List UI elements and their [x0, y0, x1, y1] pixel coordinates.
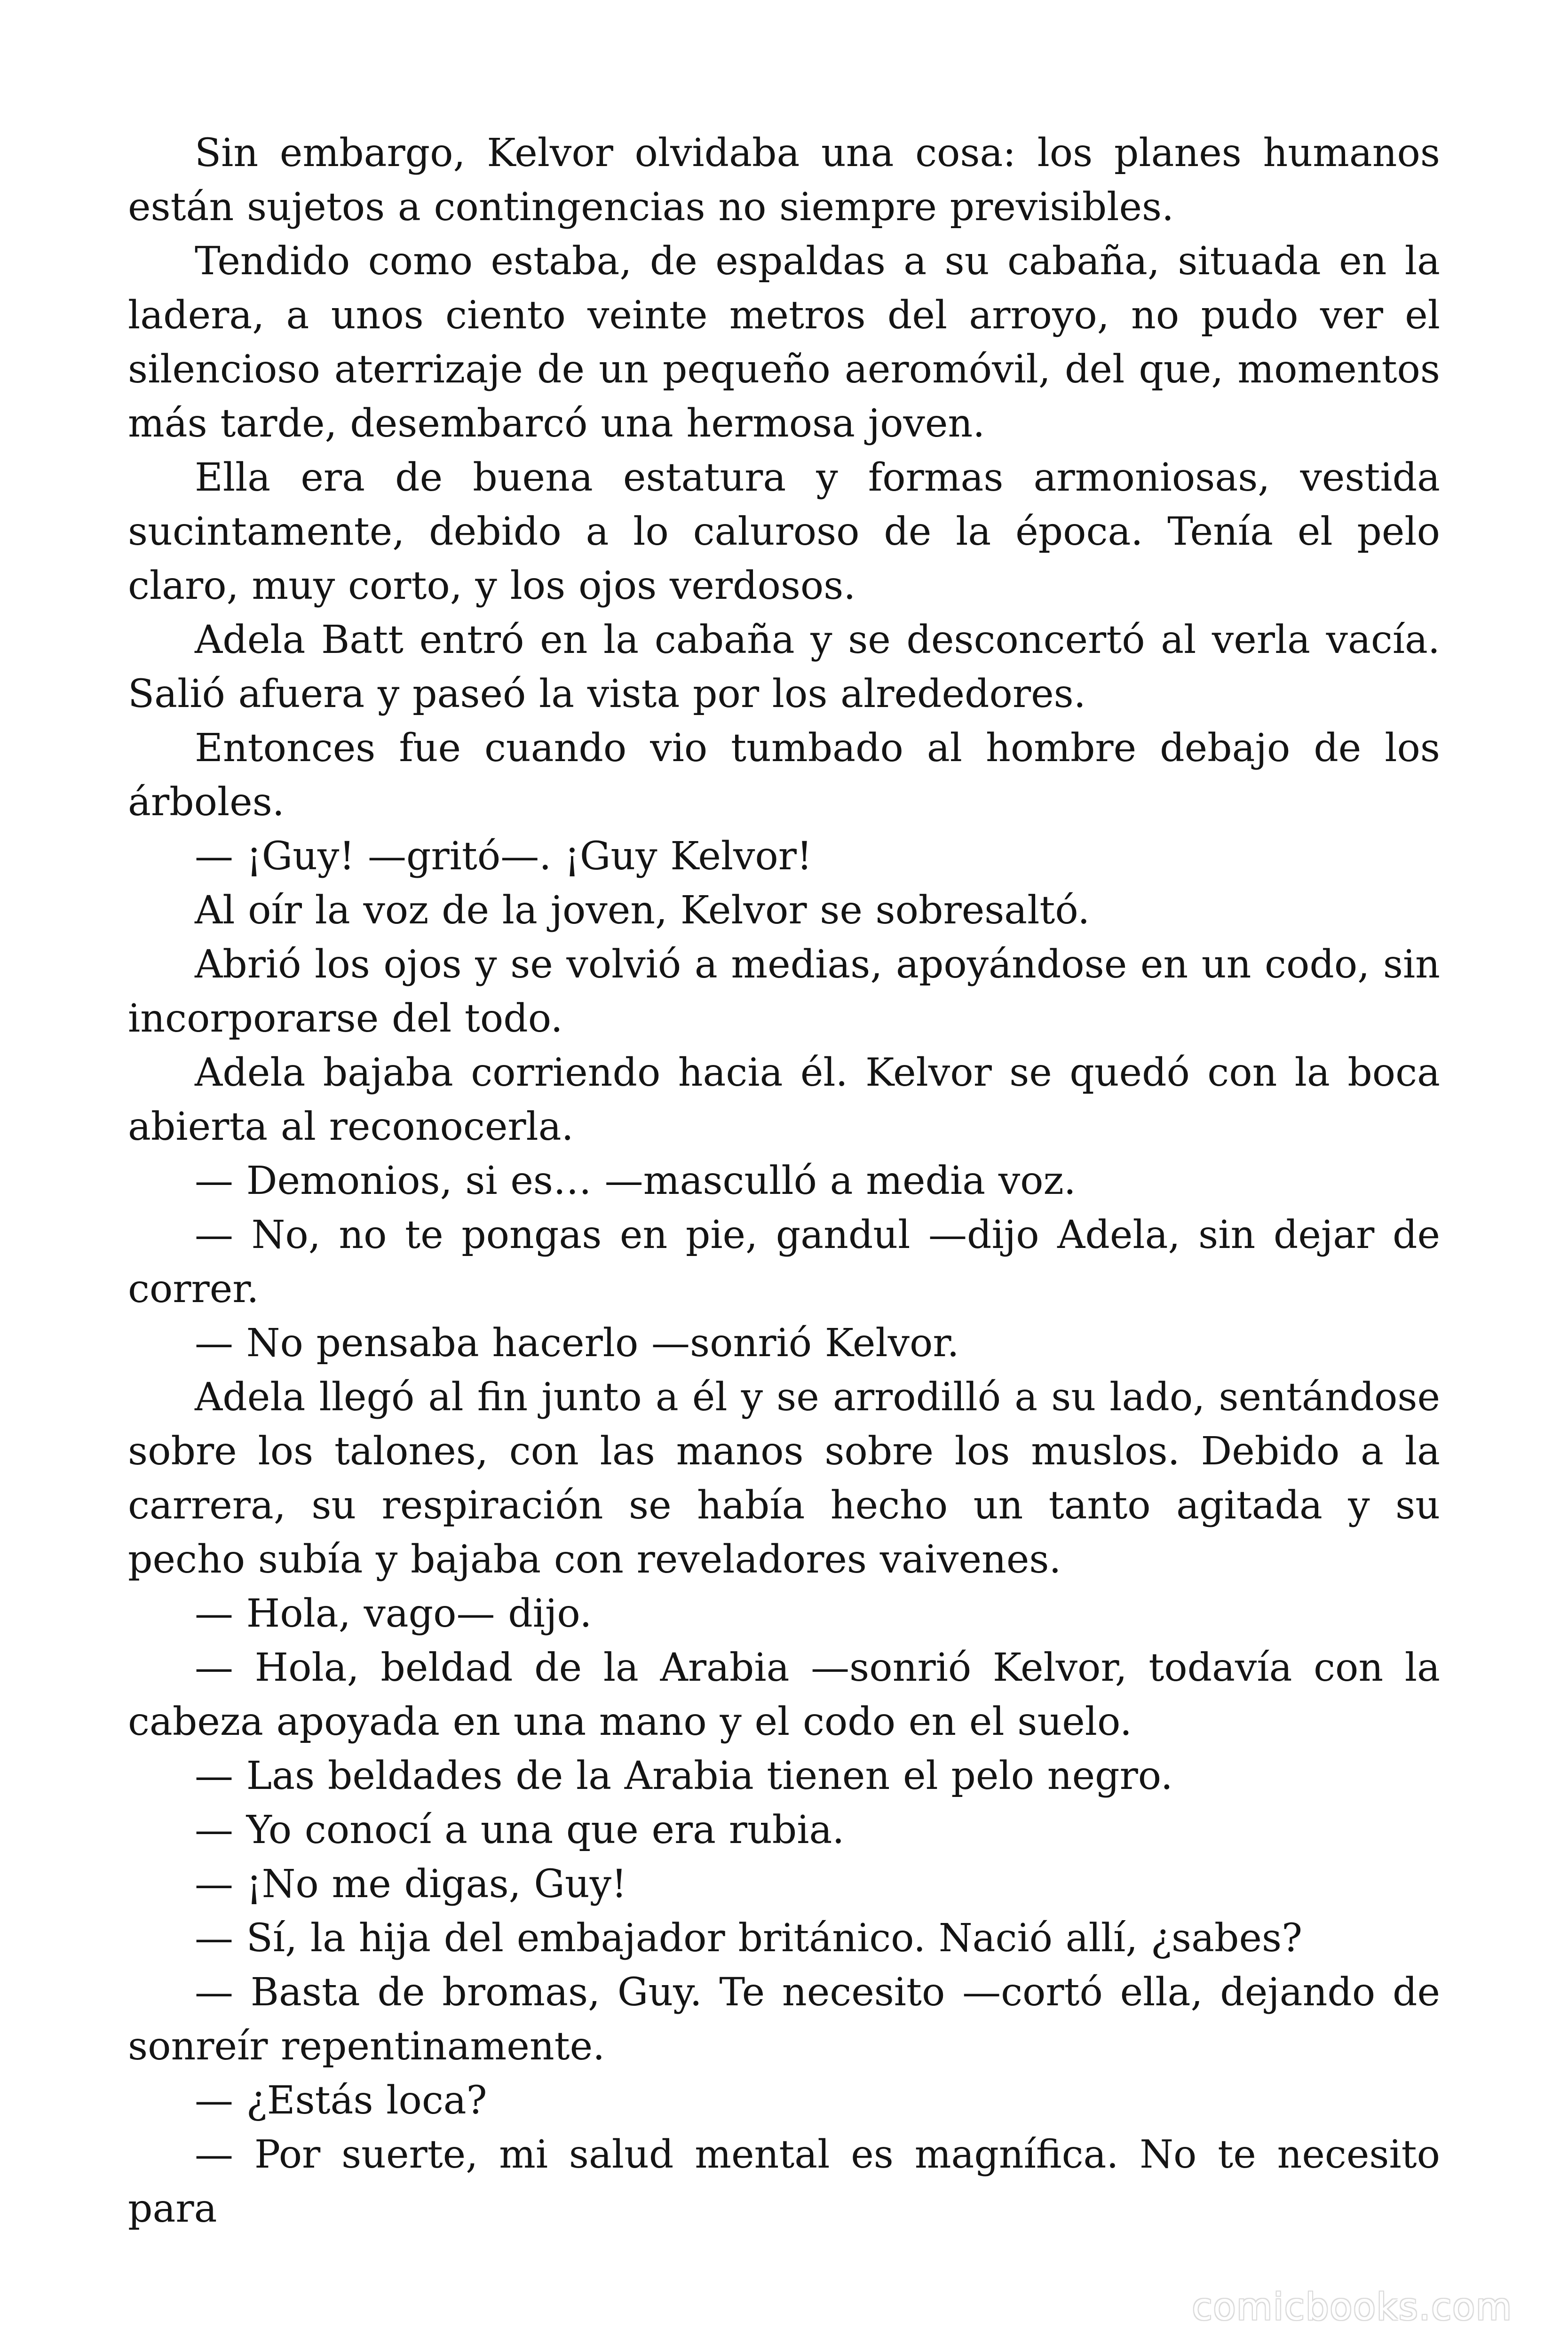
- dialogue-line: — ¡No me digas, Guy!: [195, 1862, 627, 1907]
- dialogue-line: — ¿Estás loca?: [195, 2078, 487, 2123]
- paragraph: Sin embargo, Kelvor olvidaba una cosa: los planes humanos están sujetos a contingencias no siempre previsibles.: [128, 131, 1440, 230]
- dialogue-line: — Demonios, si es… —masculló a media voz.: [195, 1159, 1076, 1203]
- paragraph: Adela bajaba corriendo hacia él. Kelvor se quedó con la boca abierta al reconocerla.: [128, 1050, 1440, 1149]
- dialogue-line: — Las beldades de la Arabia tienen el pelo negro.: [195, 1754, 1173, 1798]
- dialogue-line: — Hola, beldad de la Arabia —sonrió Kelvor, todavía con la cabeza apoyada en una mano y el codo en el suelo.: [128, 1645, 1440, 1744]
- dialogue-line: — Por suerte, mi salud mental es magnífica. No te necesito para: [128, 2132, 1440, 2231]
- paragraph: Adela Batt entró en la cabaña y se desconcertó al verla vacía. Salió afuera y paseó la vista por los alrededores.: [128, 618, 1440, 716]
- dialogue-line: — Yo conocí a una que era rubia.: [195, 1808, 845, 1852]
- dialogue-line: — No, no te pongas en pie, gandul —dijo Adela, sin dejar de correr.: [128, 1213, 1440, 1311]
- dialogue-line: — ¡Guy! —gritó—. ¡Guy Kelvor!: [195, 834, 812, 879]
- dialogue-line: — Sí, la hija del embajador británico. Nació allí, ¿sabes?: [195, 1916, 1303, 1961]
- watermark: comicbooks.com: [1192, 2286, 1513, 2328]
- paragraph: Adela llegó al fin junto a él y se arrodilló a su lado, sentándose sobre los talones, con las manos sobre los muslos. Debido a la carrera, su respiración se había hecho un tanto agitada y su pecho subía y bajaba con reveladores vaivenes.: [128, 1375, 1440, 1582]
- paragraph: Al oír la voz de la joven, Kelvor se sobresaltó.: [195, 888, 1090, 933]
- paragraph: Tendido como estaba, de espaldas a su cabaña, situada en la ladera, a unos ciento veinte metros del arroyo, no pudo ver el silencioso aterrizaje de un pequeño aeromóvil, del que, momentos más tarde, desembarcó una hermosa joven.: [128, 239, 1440, 446]
- paragraph: Ella era de buena estatura y formas armoniosas, vestida sucintamente, debido a lo caluroso de la época. Tenía el pelo claro, muy corto, y los ojos verdosos.: [128, 455, 1440, 608]
- dialogue-line: — No pensaba hacerlo —sonrió Kelvor.: [195, 1321, 959, 1366]
- dialogue-line: — Basta de bromas, Guy. Te necesito —cortó ella, dejando de sonreír repentinamente.: [128, 1970, 1440, 2069]
- book-page-body: [128, 126, 1440, 2236]
- dialogue-line: — Hola, vago— dijo.: [195, 1591, 592, 1636]
- paragraph: Abrió los ojos y se volvió a medias, apoyándose en un codo, sin incorporarse del todo.: [128, 942, 1440, 1041]
- paragraph: Entonces fue cuando vio tumbado al hombre debajo de los árboles.: [128, 726, 1440, 825]
